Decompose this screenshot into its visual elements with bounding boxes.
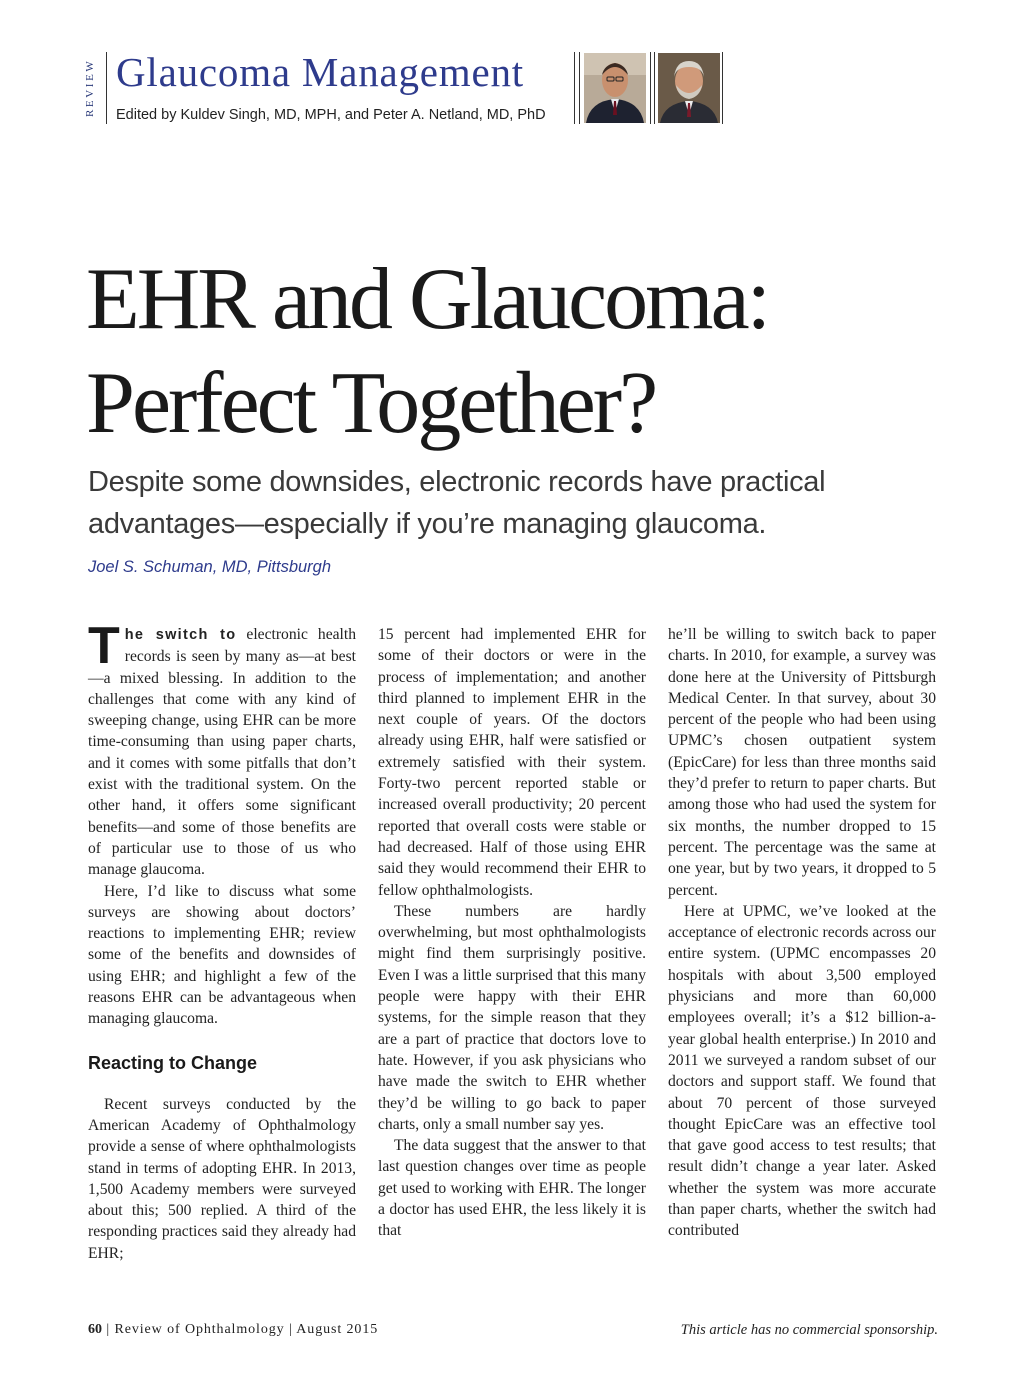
issue-date: August 2015 [296,1322,379,1337]
text-column-3 [668,624,936,1242]
paragraph: 15 percent had implemented EHR for some of their doctors or were in the process of implementation; and another third planned to implement EHR in the next couple of years. Of the doctors already using EHR, half were satisfied or extremely satisfied with their system. Forty-two percent reported stable or increased overall productivity; 20 percent reported that overall costs were stable or had decreased. Half of those using EHR said they would recommend their EHR to fellow ophthalmologists. [378,626,646,899]
paragraph: Here at UPMC, we’ve looked at the acceptance of electronic records across our entire system. (UPMC encompasses 20 hospitals with about 3,500 employed physicians and more than 60,000 employees overall; it’s a $12 billion-a-year global health enterprise.) In 2010 and 2011 we surveyed a random subset of our doctors and support staff. We found that about 70 percent of those surveyed thought EpicCare was an effective tool that gave good access to test results; that result didn’t change a year later. Asked whether the system was more accurate than paper charts, whether the switch had contributed [668,902,936,1240]
drop-cap: T [88,617,120,675]
lead-in: he switch to [124,627,237,643]
publication-name: Review of Ophthalmology [114,1322,285,1337]
section-tab: REVIEW [84,58,96,118]
paragraph-text: electronic health records is seen by many as—at best—a mixed blessing. In addition to the challenges that come with any kind of sweeping change, using EHR can be more time-consuming than using paper charts, and it comes with some pitfalls that don’t exist with the traditional system. On the other hand, it offers some significant benefits—and some of those benefits are of particular use to those of us who manage glaucoma. [88,626,356,879]
series-title: Glaucoma Management [116,49,524,95]
sponsorship-note: This article has no commercial sponsorship. [680,1322,938,1338]
text-column-1 [88,617,356,1264]
header-rule-mid1 [574,52,575,124]
page-footer [88,1322,378,1338]
article-title-line1: EHR and Glaucoma: [86,251,769,348]
article-title-line2: Perfect Together? [86,355,656,452]
paragraph: The data suggest that the answer to that last question changes over time as people get used to working with EHR. The longer a doctor has used EHR, the less likely it is that [378,1137,646,1240]
editors-line: Edited by Kuldev Singh, MD, MPH, and Peter A. Netland, MD, PhD [116,107,546,123]
footer-separator: | [106,1322,111,1337]
paragraph: Here, I’d like to discuss what some surveys are showing about doctors’ reactions to implementing EHR; review some of the benefits and downsides of using EHR; and highlight a few of the reasons EHR can be advantageous when managing glaucoma. [88,882,356,1028]
paragraph: These numbers are hardly overwhelming, but most ophthalmologists might find them surprisingly positive. Even I was a little surprised that this many people were happy with their EHR systems, for the simple reason that they are a part of practice that doctors love to hate. However, if you ask physicians who have made the switch to EHR whether they’d be willing to go back to paper charts, only a small number say yes. [378,902,646,1133]
article-title [86,248,768,456]
section-heading: Reacting to Change [88,1052,258,1073]
paragraph: Recent surveys conducted by the American Academy of Ophthalmology provide a sense of where ophthalmologists stand in terms of adopting EHR. In 2013, 1,500 Academy members were surveyed about this; 500 replied. A third of the responding practices said they already had EHR; [88,1095,356,1262]
header-rule-left [106,52,107,124]
header-rule-right [722,52,723,124]
editor-photo-netland [658,53,720,123]
author-byline: Joel S. Schuman, MD, Pittsburgh [88,558,332,576]
footer-separator: | [288,1322,293,1337]
header-rule-mid3 [650,52,651,124]
editor-photo-singh [584,53,646,123]
header-rule-mid4 [654,52,655,124]
paragraph [88,617,356,881]
page-number: 60 [88,1322,102,1337]
paragraph: he’ll be willing to switch back to paper charts. In 2010, for example, a survey was done here at the University of Pittsburgh Medical Center. In that survey, about 30 percent of the people who had been using UPMC’s chosen outpatient system (EpicCare) for less than three months said they’d prefer to return to paper charts. But among those who had used the system for six months, the number dropped to 15 percent. The percentage was the same at one year, but by two years, it dropped to 5 percent. [668,626,936,899]
header-rule-mid2 [579,52,580,124]
text-column-2 [378,624,646,1242]
article-subtitle: Despite some downsides, electronic records have practical advantages—especially if you’re managing glaucoma. [88,466,826,540]
